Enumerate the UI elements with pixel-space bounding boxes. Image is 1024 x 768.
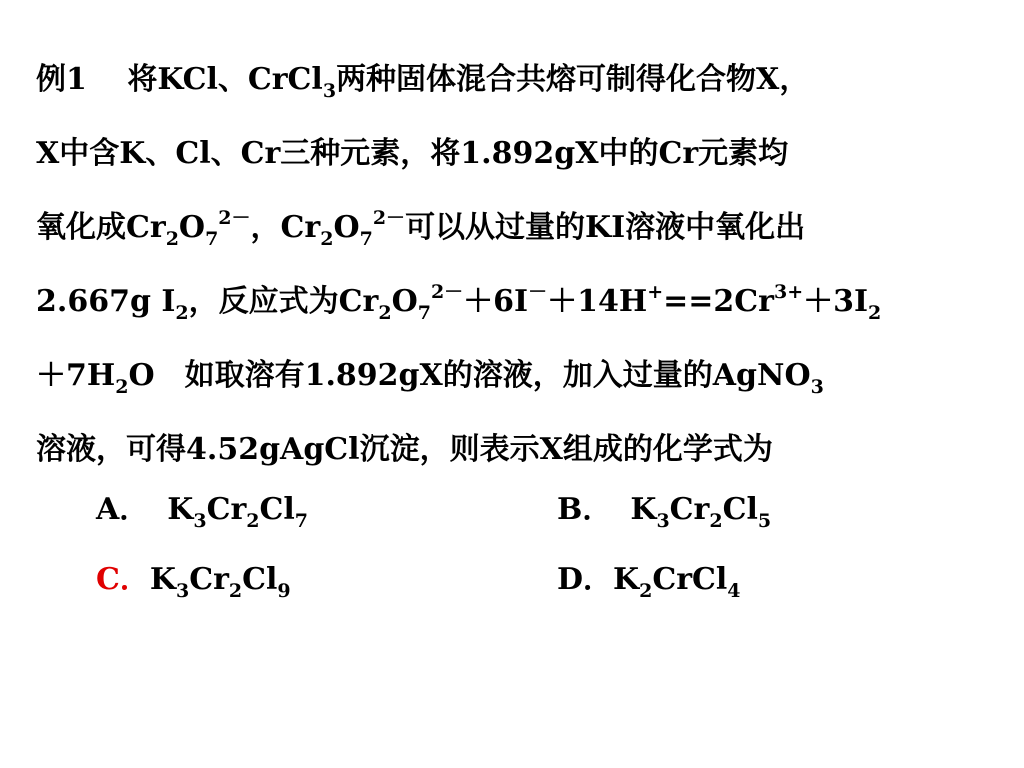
subscript: 9 [277, 580, 291, 602]
subscript: 7 [294, 510, 309, 532]
text-segment: 例1 将KCl、CrCl [36, 62, 323, 97]
text-segment: Cl [259, 492, 295, 527]
subscript: 2 [228, 580, 243, 602]
option-letter: B． [557, 492, 613, 527]
option-formula [613, 562, 741, 602]
text-segment: 可以从过量的KI溶液中氧化出 [405, 210, 806, 245]
subscript: 2 [115, 376, 129, 398]
superscript: + [647, 281, 664, 303]
superscript: 3+ [773, 281, 804, 303]
problem-line [36, 272, 996, 346]
superscript: 2－ [430, 281, 464, 303]
option-d [557, 550, 741, 610]
problem-statement [36, 50, 996, 494]
text-segment: O [333, 210, 360, 245]
option-letter: D． [557, 562, 614, 597]
option-formula [167, 492, 309, 532]
text-segment: 2.667g I [36, 284, 176, 319]
text-segment: Cr [206, 492, 247, 527]
subscript: 3 [656, 510, 670, 532]
text-segment: Cl [242, 562, 278, 597]
subscript: 2 [639, 580, 653, 602]
subscript: 7 [205, 228, 219, 250]
option-a [96, 480, 308, 540]
option-letter: A． [96, 492, 150, 527]
subscript: 3 [193, 510, 207, 532]
text-segment: 溶液，可得4.52gAgCl沉淀，则表示X组成的化学式为 [36, 432, 773, 467]
subscript: 2 [165, 228, 179, 250]
text-segment: K [149, 562, 176, 597]
subscript: 2 [320, 228, 334, 250]
text-segment: O 如取溶有1.892gX的溶液，加入过量的AgNO [128, 358, 811, 393]
text-segment: O [391, 284, 418, 319]
text-segment: ＋6I [463, 284, 529, 319]
text-segment: 两种固体混合共熔可制得化合物X， [336, 62, 810, 97]
subscript: 3 [322, 80, 337, 102]
subscript: 7 [359, 228, 373, 250]
text-segment: Cr [669, 492, 710, 527]
option-formula [149, 562, 291, 602]
text-segment: X中含K、Cl、Cr三种元素，将1.892gX中的Cr元素均 [36, 136, 789, 171]
option-c [96, 550, 291, 610]
text-segment: K [613, 562, 640, 597]
option-letter: C． [96, 562, 150, 597]
subscript: 2 [175, 302, 189, 324]
subscript: 5 [757, 510, 772, 532]
problem-line [36, 198, 996, 272]
text-segment: Cl [722, 492, 758, 527]
text-segment: ＋14H [547, 284, 648, 319]
text-segment: ==2Cr [663, 284, 774, 319]
superscript: 2－ [372, 207, 406, 229]
text-segment: O [178, 210, 206, 245]
problem-line [36, 50, 996, 124]
subscript: 7 [417, 302, 431, 324]
subscript: 4 [727, 580, 741, 602]
text-segment: Cr [189, 562, 229, 597]
text-segment: CrCl [652, 562, 728, 597]
subscript: 3 [175, 580, 190, 602]
text-segment: ，Cr [250, 210, 321, 245]
problem-line [36, 346, 996, 420]
text-segment: ＋7H [36, 358, 116, 393]
text-segment: 氧化成Cr [36, 210, 166, 245]
superscript: 2－ [218, 207, 251, 229]
option-formula [630, 492, 772, 532]
subscript: 2 [378, 302, 392, 324]
text-segment: K [167, 492, 194, 527]
option-b [557, 480, 771, 540]
text-segment: ，反应式为Cr [188, 284, 379, 319]
subscript: 3 [810, 376, 824, 398]
subscript: 2 [709, 510, 723, 532]
text-segment: ＋3I [803, 284, 869, 319]
problem-line [36, 124, 996, 198]
subscript: 2 [246, 510, 260, 532]
text-segment: K [630, 492, 657, 527]
subscript: 2 [868, 302, 882, 324]
superscript: － [528, 281, 548, 303]
